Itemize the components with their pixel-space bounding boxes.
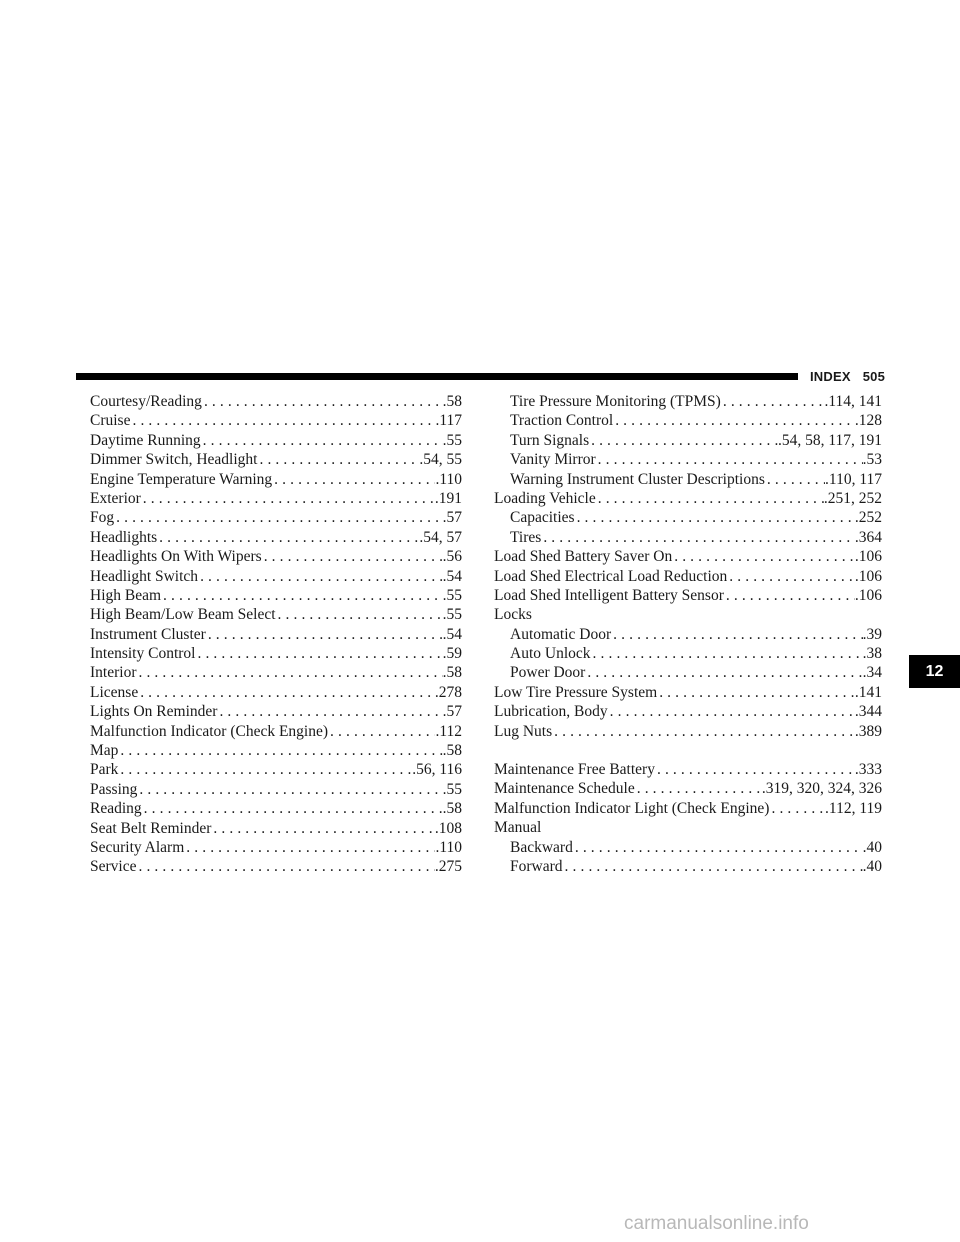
index-entry bbox=[90, 431, 462, 450]
index-term: Fog bbox=[90, 509, 115, 527]
dot-leader bbox=[613, 411, 855, 430]
index-entry bbox=[494, 760, 882, 779]
index-page-refs: .56, 116 bbox=[412, 761, 462, 779]
index-term: High Beam/Low Beam Select bbox=[90, 606, 276, 624]
index-entry bbox=[90, 470, 462, 489]
index-entry bbox=[494, 528, 882, 547]
dot-leader bbox=[769, 799, 825, 818]
dot-leader bbox=[724, 586, 855, 605]
index-term: Passing bbox=[90, 780, 138, 798]
index-entry bbox=[494, 489, 882, 508]
index-page-refs: .110 bbox=[435, 838, 462, 856]
index-term: Lubrication, Body bbox=[494, 703, 608, 721]
header-section: INDEX bbox=[810, 369, 851, 384]
index-page-refs: .54 bbox=[442, 625, 462, 643]
watermark: carmanualsonline.info bbox=[624, 1213, 809, 1234]
index-entry bbox=[494, 722, 882, 741]
dot-leader bbox=[202, 392, 443, 411]
index-entry bbox=[494, 411, 882, 430]
index-page-refs: .344 bbox=[854, 703, 882, 721]
index-term: Backward bbox=[510, 838, 573, 856]
index-entry bbox=[90, 780, 462, 799]
dot-leader bbox=[114, 508, 443, 527]
index-term: Service bbox=[90, 858, 137, 876]
index-entry bbox=[90, 547, 462, 566]
index-entry bbox=[90, 702, 462, 721]
index-term: Courtesy/Reading bbox=[90, 393, 202, 410]
index-entry bbox=[494, 799, 882, 818]
index-term: Load Shed Intelligent Battery Sensor bbox=[494, 586, 724, 604]
index-term: Load Shed Battery Saver On bbox=[494, 548, 673, 566]
index-page-refs: .106 bbox=[854, 586, 882, 604]
index-page-refs: .56 bbox=[442, 548, 462, 566]
index-page-refs: .55 bbox=[442, 780, 462, 798]
index-entry bbox=[90, 586, 462, 605]
index-entry bbox=[494, 508, 882, 527]
index-page-refs: .110, 117 bbox=[825, 470, 882, 488]
index-entry bbox=[90, 838, 462, 857]
index-entry bbox=[494, 392, 882, 411]
dot-leader bbox=[657, 683, 855, 702]
index-page-refs: .39 bbox=[862, 625, 882, 643]
index-entry bbox=[494, 644, 882, 663]
index-term: Capacities bbox=[510, 509, 575, 527]
index-entry bbox=[494, 779, 882, 798]
index-term: Maintenance Schedule bbox=[494, 780, 635, 798]
index-term: Cruise bbox=[90, 412, 131, 430]
index-term: Maintenance Free Battery bbox=[494, 761, 655, 779]
dot-leader bbox=[161, 586, 443, 605]
index-page-refs: .58 bbox=[442, 742, 462, 760]
dot-leader bbox=[596, 450, 863, 469]
dot-leader bbox=[195, 644, 442, 663]
index-term: Vanity Mirror bbox=[510, 451, 596, 469]
index-page-refs: .53 bbox=[862, 451, 882, 469]
index-page-refs: .117 bbox=[435, 412, 462, 430]
index-page-refs: .252 bbox=[854, 509, 882, 527]
dot-leader bbox=[575, 508, 855, 527]
dot-leader bbox=[276, 605, 443, 624]
index-term: Park bbox=[90, 761, 119, 779]
dot-leader bbox=[589, 431, 778, 450]
index-term: Intensity Control bbox=[90, 645, 196, 663]
dot-leader bbox=[573, 838, 863, 857]
dot-leader bbox=[201, 431, 443, 450]
dot-leader bbox=[262, 547, 443, 566]
index-column-left bbox=[90, 392, 462, 877]
header-page-number: 505 bbox=[862, 369, 886, 384]
dot-leader bbox=[611, 625, 862, 644]
index-page-refs: .275 bbox=[434, 858, 462, 876]
dot-leader bbox=[765, 470, 825, 489]
dot-leader bbox=[591, 644, 863, 663]
index-entry bbox=[494, 857, 882, 876]
dot-leader bbox=[563, 857, 863, 876]
index-entry bbox=[90, 489, 462, 508]
index-page-refs: .34 bbox=[862, 664, 882, 682]
dot-leader bbox=[727, 567, 855, 586]
index-term: Warning Instrument Cluster Descriptions bbox=[510, 470, 765, 488]
index-term: Malfunction Indicator (Check Engine) bbox=[90, 722, 329, 740]
index-term: Forward bbox=[510, 857, 563, 875]
dot-leader bbox=[137, 780, 442, 799]
index-term: Traction Control bbox=[510, 412, 614, 430]
running-header bbox=[810, 369, 885, 384]
dot-leader bbox=[138, 683, 435, 702]
index-page-refs: .141 bbox=[854, 683, 882, 701]
index-entry bbox=[494, 625, 882, 644]
dot-leader bbox=[142, 799, 443, 818]
index-page-refs: .333 bbox=[854, 761, 882, 779]
index-entry bbox=[90, 450, 462, 469]
index-term: Lights On Reminder bbox=[90, 703, 218, 721]
index-page-refs: .38 bbox=[862, 645, 882, 663]
index-column-right bbox=[494, 392, 882, 876]
index-page-refs: .54, 58, 117, 191 bbox=[777, 431, 882, 449]
index-term: Headlights bbox=[90, 528, 158, 546]
dot-leader bbox=[552, 722, 855, 741]
index-page-refs: .112 bbox=[435, 722, 462, 740]
index-term: Malfunction Indicator Light (Check Engine) bbox=[494, 799, 770, 817]
index-entry bbox=[90, 567, 462, 586]
dot-leader bbox=[211, 819, 434, 838]
index-page-refs: .112, 119 bbox=[825, 799, 882, 817]
dot-leader bbox=[206, 625, 443, 644]
index-entry bbox=[90, 683, 462, 702]
header-rule bbox=[76, 373, 798, 380]
index-term: Seat Belt Reminder bbox=[90, 819, 212, 837]
index-term: High Beam bbox=[90, 586, 162, 604]
index-page-refs: .58 bbox=[442, 393, 462, 410]
index-entry bbox=[90, 857, 462, 876]
index-term: Interior bbox=[90, 664, 137, 682]
dot-leader bbox=[655, 760, 855, 779]
index-term: Instrument Cluster bbox=[90, 625, 206, 643]
index-term: Lug Nuts bbox=[494, 722, 553, 740]
index-page-refs: .110 bbox=[435, 470, 462, 488]
index-term: Dimmer Switch, Headlight bbox=[90, 451, 258, 469]
index-page-refs: .40 bbox=[862, 838, 882, 856]
index-page-refs: .278 bbox=[434, 683, 462, 701]
index-page-refs: .128 bbox=[854, 412, 882, 430]
index-term: Headlights On With Wipers bbox=[90, 548, 262, 566]
index-entry bbox=[90, 663, 462, 682]
index-term: Headlight Switch bbox=[90, 567, 199, 585]
index-term: Daytime Running bbox=[90, 431, 201, 449]
index-term: Exterior bbox=[90, 489, 141, 507]
index-page-refs: .114, 141 bbox=[824, 393, 882, 410]
dot-leader bbox=[136, 663, 442, 682]
dot-leader bbox=[672, 547, 855, 566]
index-entry bbox=[90, 625, 462, 644]
index-entry bbox=[494, 702, 882, 721]
index-page-refs: .54, 57 bbox=[419, 528, 462, 546]
index-entry bbox=[494, 431, 882, 450]
index-entry bbox=[90, 799, 462, 818]
index-entry bbox=[494, 450, 882, 469]
index-term: Tire Pressure Monitoring (TPMS) bbox=[510, 393, 721, 410]
index-entry bbox=[494, 818, 882, 837]
index-term: Tires bbox=[510, 528, 542, 546]
index-entry bbox=[90, 392, 462, 411]
index-page-refs: .58 bbox=[442, 664, 462, 682]
dot-leader bbox=[257, 450, 419, 469]
index-term: Load Shed Electrical Load Reduction bbox=[494, 567, 728, 585]
index-page-refs: .106 bbox=[854, 567, 882, 585]
index-page-refs: .55 bbox=[442, 606, 462, 624]
dot-leader bbox=[328, 722, 435, 741]
dot-leader bbox=[141, 489, 435, 508]
dot-leader bbox=[541, 528, 855, 547]
index-entry bbox=[90, 605, 462, 624]
index-term: Low Tire Pressure System bbox=[494, 683, 658, 701]
index-page-refs: .55 bbox=[442, 586, 462, 604]
dot-leader bbox=[118, 760, 412, 779]
index-term: Engine Temperature Warning bbox=[90, 470, 273, 488]
index-entry bbox=[494, 547, 882, 566]
index-page-refs: .57 bbox=[442, 703, 462, 721]
index-page-refs: .57 bbox=[442, 509, 462, 527]
index-entry bbox=[90, 819, 462, 838]
index-page-refs: .191 bbox=[434, 489, 462, 507]
index-entry bbox=[494, 838, 882, 857]
index-term: Manual bbox=[494, 819, 542, 837]
index-entry bbox=[90, 644, 462, 663]
index-entry bbox=[494, 683, 882, 702]
dot-leader bbox=[130, 411, 435, 430]
dot-leader bbox=[585, 663, 862, 682]
dot-leader bbox=[635, 779, 762, 798]
index-page-refs: .58 bbox=[442, 800, 462, 818]
index-page-refs: .59 bbox=[442, 645, 462, 663]
index-term: Map bbox=[90, 742, 119, 760]
dot-leader bbox=[118, 741, 442, 760]
index-entry bbox=[90, 528, 462, 547]
dot-leader bbox=[198, 567, 443, 586]
index-page-refs: .55 bbox=[442, 431, 462, 449]
index-term: License bbox=[90, 683, 139, 701]
dot-leader bbox=[608, 702, 855, 721]
index-page-refs: .108 bbox=[434, 819, 462, 837]
index-page-refs: .251, 252 bbox=[823, 489, 882, 507]
dot-leader bbox=[217, 702, 442, 721]
index-term: Reading bbox=[90, 800, 142, 818]
index-term: Automatic Door bbox=[510, 625, 612, 643]
index-page-refs: .389 bbox=[854, 722, 882, 740]
index-entry bbox=[90, 741, 462, 760]
index-term: Turn Signals bbox=[510, 431, 590, 449]
index-term: Power Door bbox=[510, 664, 586, 682]
index-entry bbox=[494, 567, 882, 586]
index-page-refs: .319, 320, 324, 326 bbox=[761, 780, 882, 798]
index-term: Security Alarm bbox=[90, 838, 185, 856]
index-entry bbox=[494, 605, 882, 624]
index-page-refs: .106 bbox=[854, 548, 882, 566]
index-entry bbox=[90, 411, 462, 430]
index-entry bbox=[494, 586, 882, 605]
index-page-refs: .364 bbox=[854, 528, 882, 546]
index-page-refs: .54 bbox=[442, 567, 462, 585]
index-term: Loading Vehicle bbox=[494, 489, 596, 507]
dot-leader bbox=[184, 838, 435, 857]
index-term: Locks bbox=[494, 606, 532, 624]
index-page-refs: .40 bbox=[862, 857, 882, 875]
dot-leader bbox=[721, 392, 825, 411]
index-entry bbox=[494, 663, 882, 682]
index-term: Auto Unlock bbox=[510, 645, 591, 663]
dot-leader bbox=[272, 470, 435, 489]
index-entry bbox=[494, 470, 882, 489]
dot-leader bbox=[596, 489, 824, 508]
index-entry bbox=[90, 760, 462, 779]
index-entry bbox=[90, 722, 462, 741]
dot-leader bbox=[157, 528, 419, 547]
chapter-tab[interactable]: 12 bbox=[909, 655, 960, 688]
dot-leader bbox=[136, 857, 434, 876]
index-entry bbox=[90, 508, 462, 527]
index-page-refs: .54, 55 bbox=[419, 451, 462, 469]
